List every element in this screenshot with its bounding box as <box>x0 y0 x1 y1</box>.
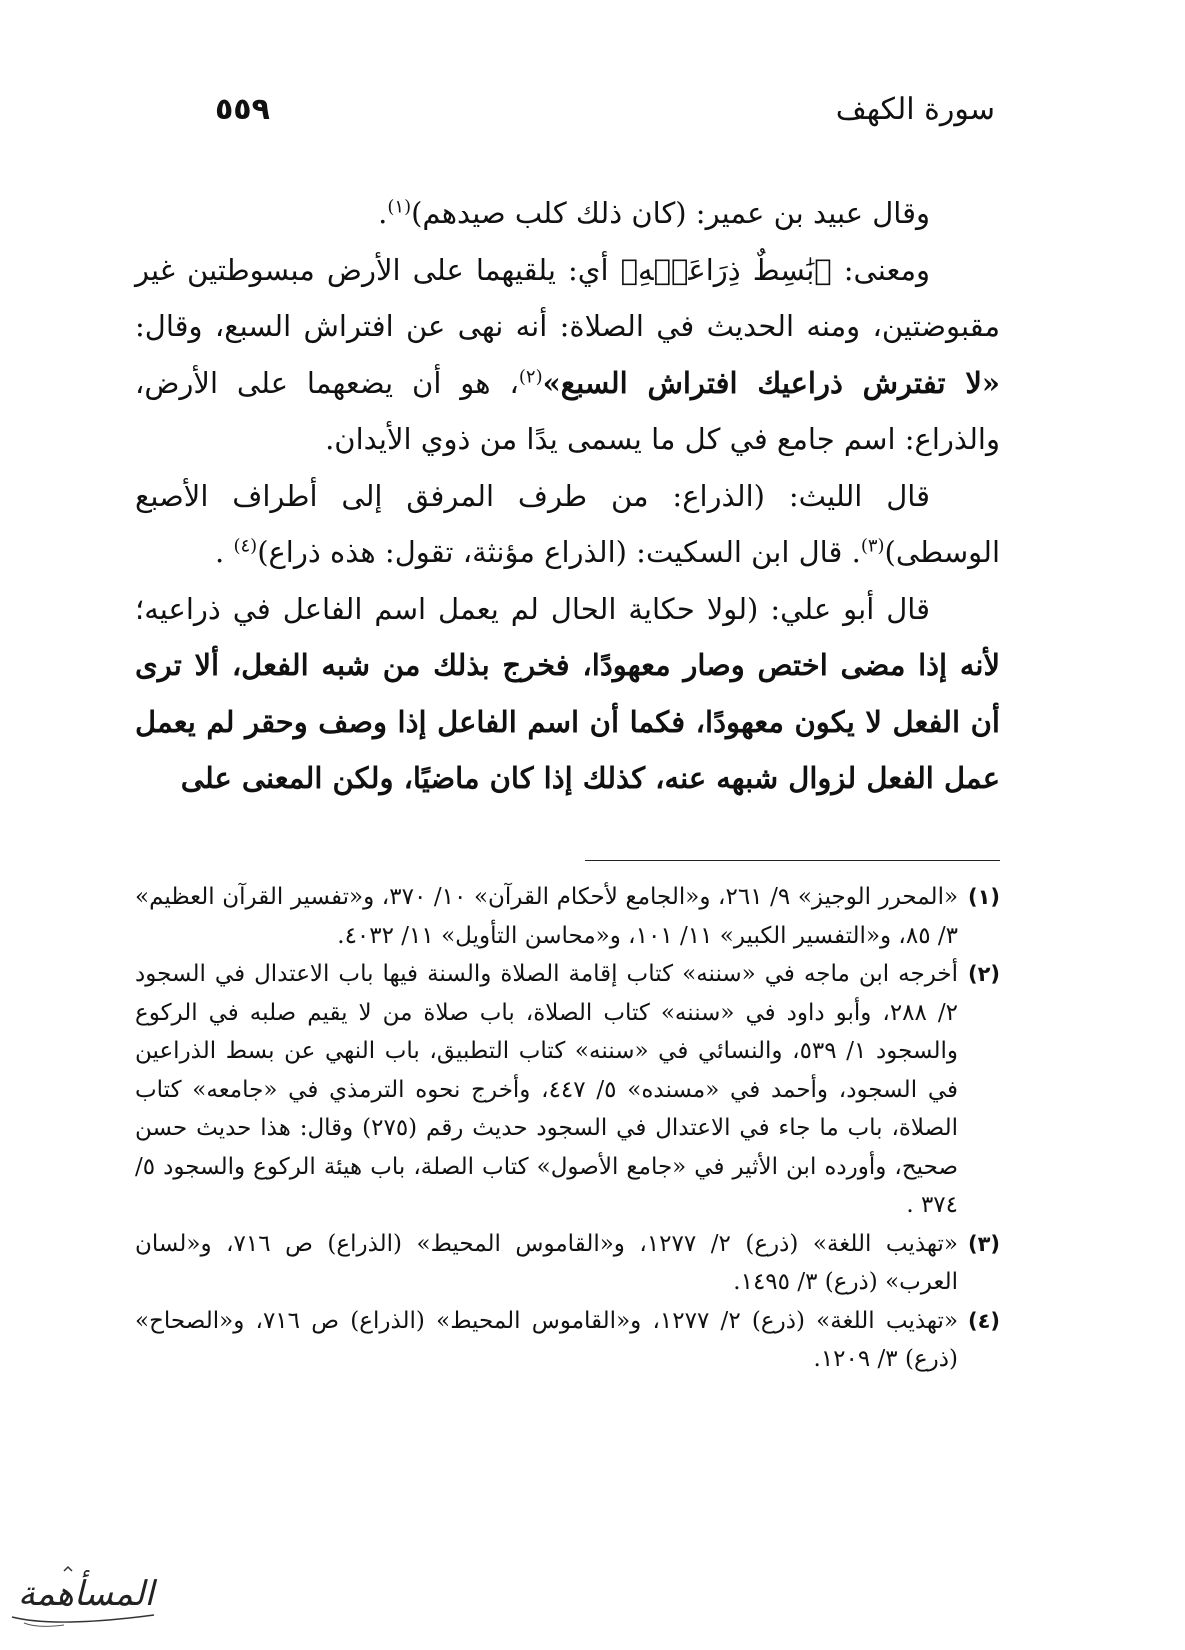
footnote-number: (٣) <box>967 1231 1000 1256</box>
paragraph-2-text-a: ومعنى: ﴿بَٰسِطٌ ذِرَاعَيۡهِ﴾ أي: يلقيهما على الأرض مبسوطتين غير مقبوضتين، ومنه الحديث في الصلاة: أنه نهى عن افتراش السبع، وقال: <box>135 252 1000 343</box>
paragraph-3-text-a: قال الليث: (الذراع: من طرف المرفق إلى أطراف الأصبع الوسطى) <box>135 478 1000 569</box>
footnote-ref-3[interactable]: (٣) <box>860 535 885 557</box>
watermark-text: المسأهمة <box>18 1574 154 1614</box>
paragraph-2-text-b: ، هو أن يضعهما على الأرض، والذراع: اسم جامع في كل ما يسمى يدًا من ذوي الأيدان. <box>135 365 1000 456</box>
calligraphy-logo-icon <box>4 1565 162 1631</box>
footnote-item <box>135 1225 1000 1302</box>
footnote-ref-1[interactable]: (١) <box>387 196 412 218</box>
footnote-ref-4[interactable]: (٤) <box>233 535 258 557</box>
footnote-text: أخرجه ابن ماجه في «سننه» كتاب إقامة الصلاة والسنة فيها باب الاعتدال في السجود ٢/ ٢٨٨، وأبو داود في «سننه» كتاب الصلاة، باب صلاة من لا يقيم صلبه في الركوع والسجود ١/ ٥٣٩، والنسائي في «سننه» كتاب التطبيق، باب النهي عن بسط الذراعين في السجود، وأحمد في «مسنده» ٥/ ٤٤٧، وأخرج نحوه الترمذي في «جامعه» كتاب الصلاة، باب ما جاء في الاعتدال في السجود حديث رقم (٢٧٥) وقال: هذا حديث حسن صحيح، وأورده ابن الأثير في «جامع الأصول» كتاب الصلة، باب هيئة الركوع والسجود ٥/ ٣٧٤ . <box>135 961 959 1218</box>
footnote-text: «تهذيب اللغة» (ذرع) ٢/ ١٢٧٧، و«القاموس المحيط» (الذراع) ص ٧١٦، و«الصحاح» (ذرع) ٣/ ١٢٠٩. <box>135 1307 959 1372</box>
footnote-number: (٢) <box>967 962 1000 986</box>
watermark-logo <box>4 1565 162 1631</box>
footnote-number: (٤) <box>967 1308 1000 1333</box>
page-header <box>215 92 995 142</box>
footnote-item <box>135 955 1000 1225</box>
paragraph-1-end: . <box>378 196 388 230</box>
paragraph-1-text: وقال عبيد بن عمير: (كان ذلك كلب صيدهم) <box>411 196 930 230</box>
footnote-ref-2[interactable]: (٢) <box>518 365 543 387</box>
paragraph-3 <box>135 468 1000 581</box>
footnote-item <box>135 1302 1000 1379</box>
main-text <box>135 185 1000 807</box>
paragraph-4-bold-text: لأنه إذا مضى اختص وصار معهودًا، فخرج بذلك من شبه الفعل، ألا ترى أن الفعل لا يكون معهودًا، فكما أن اسم الفاعل إذا وصف وحقر لم يعمل عمل الفعل لزوال شبهه عنه، كذلك إذا كان ماضيًا، ولكن المعنى على <box>135 648 1000 795</box>
paragraph-4 <box>135 581 1000 807</box>
paragraph-3-text-b: . قال ابن السكيت: (الذراع مؤنثة، تقول: هذه ذراع) <box>257 535 861 569</box>
surah-title: سورة الكهف <box>835 92 995 127</box>
page-number: ٥٥٩ <box>215 92 270 127</box>
footnote-text: «تهذيب اللغة» (ذرع) ٢/ ١٢٧٧، و«القاموس المحيط» (الذراع) ص ٧١٦، و«لسان العرب» (ذرع) ٣/ ١٤٩٥. <box>135 1230 959 1295</box>
hadith-quote: «لا تفترش ذراعيك افتراش السبع» <box>542 365 1001 400</box>
footnote-text: «المحرر الوجيز» ٩/ ٢٦١، و«الجامع لأحكام القرآن» ١٠/ ٣٧٠، و«تفسير القرآن العظيم» ٣/ ٨٥، و«التفسير الكبير» ١١/ ١٠١، و«محاسن التأويل» ١١/ ٤٠٣٢. <box>135 884 959 949</box>
paragraph-1 <box>135 185 1000 242</box>
paragraph-2 <box>135 242 1000 468</box>
footnote-item <box>135 878 1000 955</box>
footnote-divider <box>585 860 1000 861</box>
footnote-number: (١) <box>967 885 1000 909</box>
footnotes <box>135 878 1000 1379</box>
paragraph-3-end: . <box>215 535 234 569</box>
paragraph-4-text-a: قال أبو علي: (لولا حكاية الحال لم يعمل اسم الفاعل في ذراعيه؛ <box>135 591 930 626</box>
